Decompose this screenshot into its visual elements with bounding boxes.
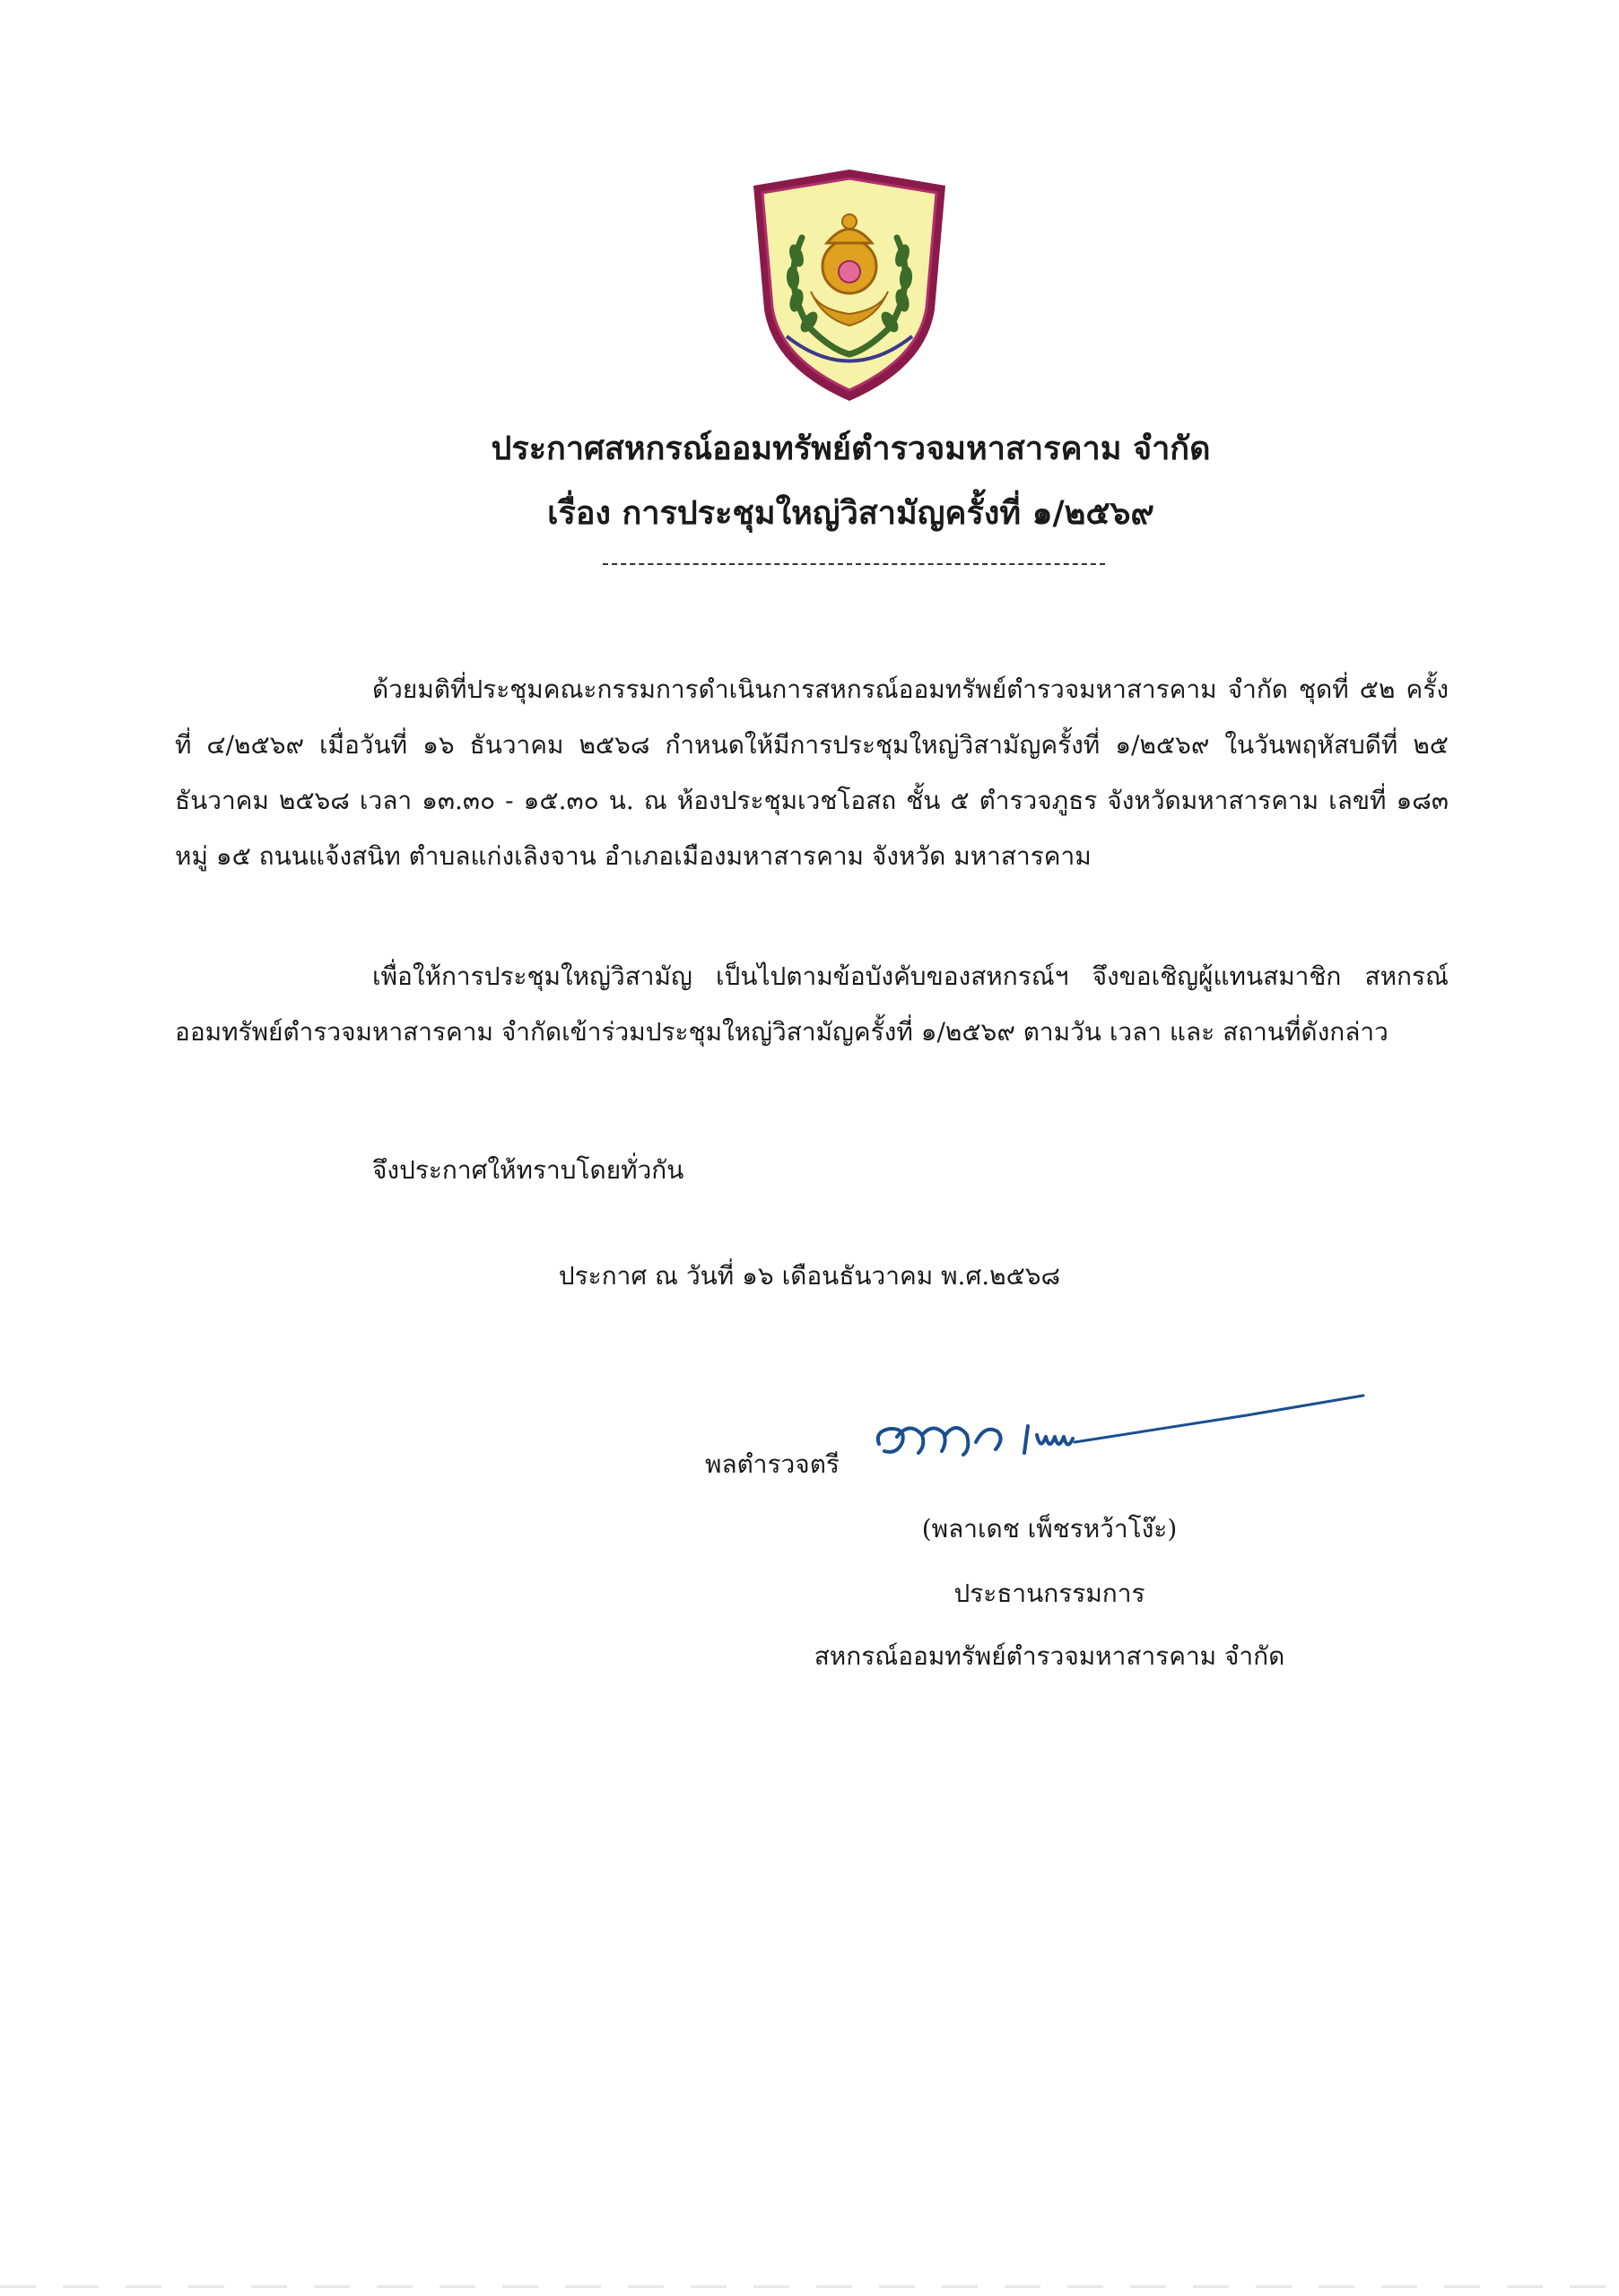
closing-statement: จึงประกาศให้ทราบโดยทั่วกัน [372,1155,684,1185]
announcement-subject: เรื่อง การประชุมใหญ่วิสามัญครั้งที่ ๑/๒๕๖๙ [547,494,1154,532]
scan-edge-artifact [0,2285,1619,2288]
body-paragraph-2 [175,949,1449,1060]
signer-position: ประธานกรรมการ [953,1578,1145,1608]
signer-rank: พลตำรวจตรี [705,1449,840,1479]
body-paragraph-1 [175,662,1449,884]
announcement-date: ประกาศ ณ วันที่ ๑๖ เดือนธันวาคม พ.ศ.๒๕๖๘ [558,1261,1061,1291]
signer-name: (พลาเดช เพ็ชรหว้าโง๊ะ) [921,1514,1178,1544]
handwritten-signature [870,1379,1372,1487]
signer-organization: สหกรณ์ออมทรัพย์ตำรวจมหาสารคาม จำกัด [814,1641,1285,1671]
body-paragraph-1-text: ด้วยมติที่ประชุมคณะกรรมการดำเนินการสหกรณ์ออมทรัพย์ตำรวจมหาสารคาม จำกัด ชุดที่ ๕๒ ครั้งที่ ๔/๒๕๖๙ เมื่อวันที่ ๑๖ ธันวาคม ๒๕๖๘ กำหนดให้มีการประชุมใหญ่วิสามัญครั้งที่ ๑/๒๕๖๙ ในวันพฤหัสบดีที่ ๒๕ ธันวาคม ๒๕๖๘ เวลา ๑๓.๓๐ - ๑๕.๓๐ น. ณ ห้องประชุมเวชโอสถ ชั้น ๕ ตำรวจภูธร จังหวัดมหาสารคาม เลขที่ ๑๘๓ หมู่ ๑๕ ถนนแจ้งสนิท ตำบลแก่งเลิงจาน อำเภอเมืองมหาสารคาม จังหวัด มหาสารคาม [175,674,1449,871]
announcement-title: ประกาศสหกรณ์ออมทรัพย์ตำรวจมหาสารคาม จำกัด [491,430,1211,467]
cooperative-emblem-icon [746,166,953,404]
body-paragraph-2-text: เพื่อให้การประชุมใหญ่วิสามัญ เป็นไปตามข้อบังคับของสหกรณ์ฯ จึงขอเชิญผู้แทนสมาชิก สหกรณ์ออมทรัพย์ตำรวจมหาสารคาม จำกัดเข้าร่วมประชุมใหญ่วิสามัญครั้งที่ ๑/๒๕๖๙ ตามวัน เวลา และ สถานที่ดังกล่าว [175,961,1449,1047]
title-divider [603,563,1105,565]
